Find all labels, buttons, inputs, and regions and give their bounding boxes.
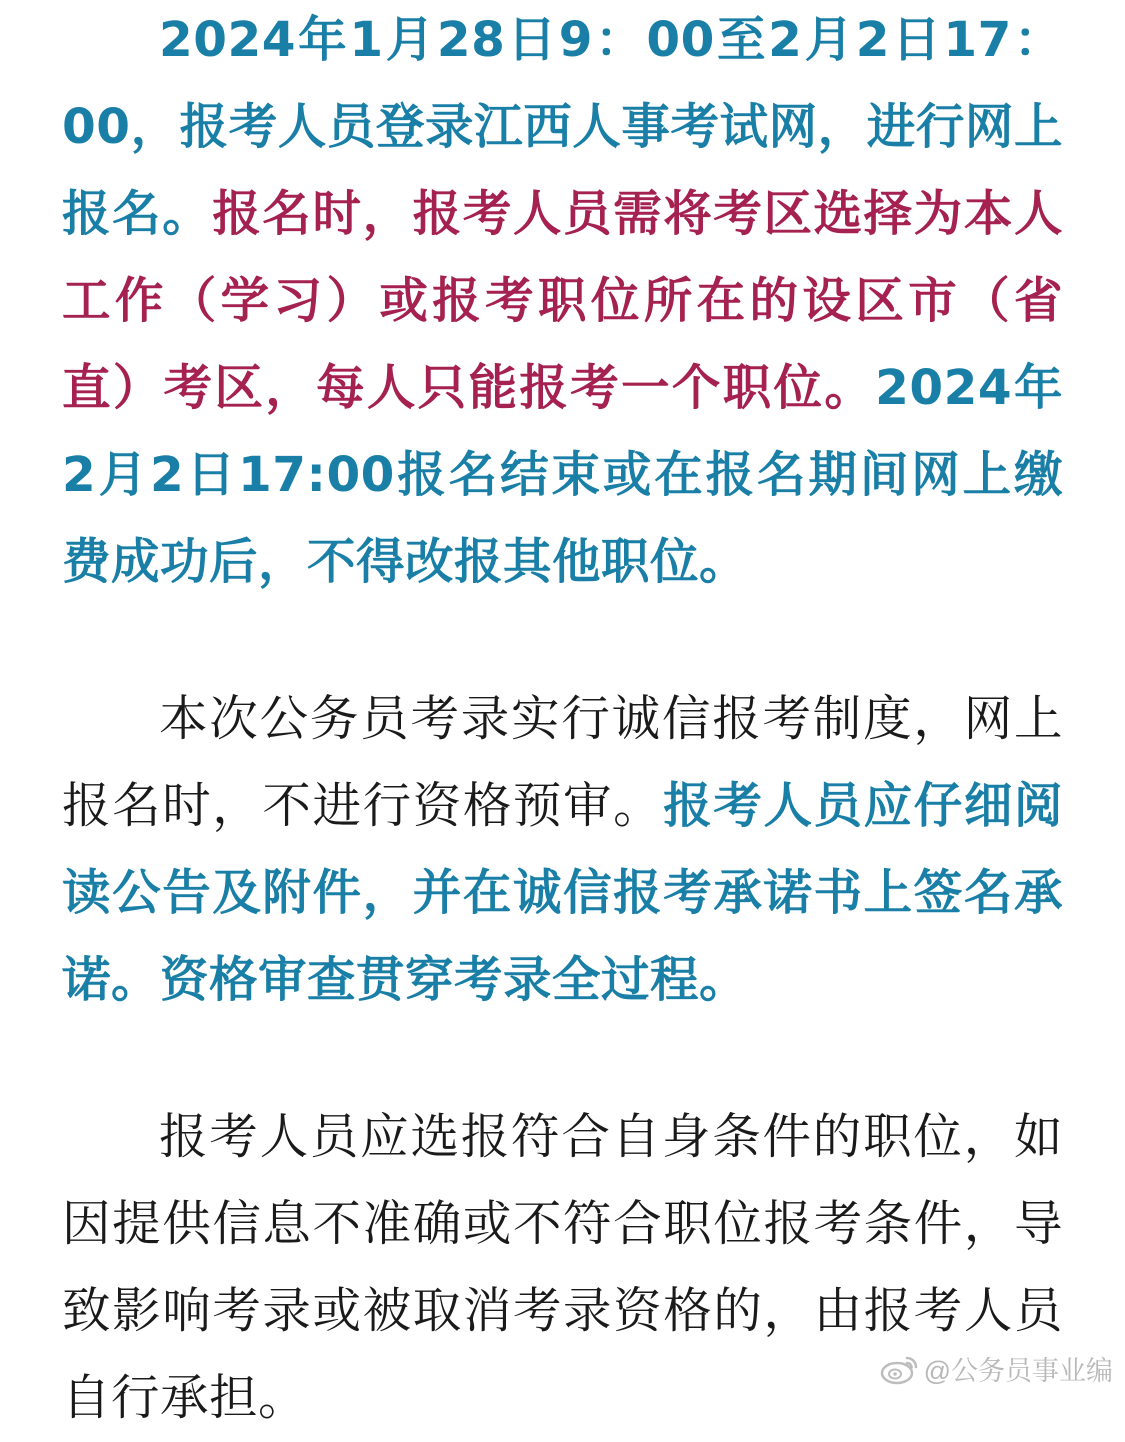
registration-end-text: 2024年2月2日17:00报名结束或在报名期间网上缴费成功后，不得改报其他职位。	[62, 360, 1063, 590]
watermark	[880, 1349, 1113, 1388]
read-announcement-text: 报考人员应仔细阅读公告及附件，并在诚信报考承诺书上签名承诺。资格审查贯穿考录全过程。	[62, 778, 1063, 1008]
watermark-text: @公务员事业编	[923, 1356, 1113, 1386]
paragraph-integrity-system	[62, 676, 1063, 1024]
integrity-system-text: 本次公务员考录实行诚信报考制度，网上报名时，不进行资格预审。	[62, 691, 1063, 834]
exam-area-rule-text: 报名时，报考人员需将考区选择为本人工作（学习）或报考职位所在的设区市（省直）考区，每人只能报考一个职位。	[62, 186, 1063, 416]
responsibility-text: 报考人员应选报符合自身条件的职位，如因提供信息不准确或不符合职位报考条件，导致影响考录或被取消考录资格的，由报考人员自行承担。	[62, 1109, 1063, 1426]
paragraph-responsibility	[62, 1094, 1063, 1442]
weibo-icon	[880, 1353, 920, 1385]
paragraph-registration-period	[62, 0, 1063, 606]
registration-time-text: 2024年1月28日9：00至2月2日17：00，报考人员登录江西人事考试网，进行网上报名。	[62, 12, 1063, 242]
